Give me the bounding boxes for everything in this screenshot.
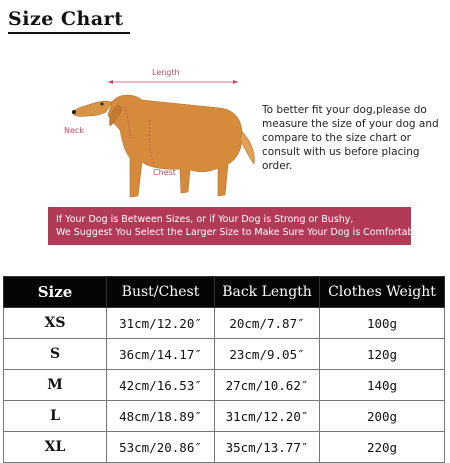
header-size: Size bbox=[4, 277, 107, 308]
cell-clothes-weight: 200g bbox=[320, 401, 445, 432]
cell-clothes-weight: 220g bbox=[320, 432, 445, 463]
cell-clothes-weight: 140g bbox=[320, 370, 445, 401]
page-title: Size Chart bbox=[8, 8, 124, 30]
cell-bust-chest: 42cm/16.53″ bbox=[107, 370, 215, 401]
length-label: Length bbox=[152, 68, 180, 77]
chest-label: Chest bbox=[153, 168, 176, 177]
header-clothes-weight: Clothes Weight bbox=[320, 277, 445, 308]
cell-back-length: 20cm/7.87″ bbox=[215, 308, 320, 339]
cell-bust-chest: 48cm/18.89″ bbox=[107, 401, 215, 432]
cell-size: M bbox=[4, 370, 107, 401]
cell-size: XS bbox=[4, 308, 107, 339]
cell-back-length: 35cm/13.77″ bbox=[215, 432, 320, 463]
table-row bbox=[4, 432, 445, 463]
cell-size: S bbox=[4, 339, 107, 370]
table-row bbox=[4, 401, 445, 432]
cell-back-length: 27cm/10.62″ bbox=[215, 370, 320, 401]
cell-back-length: 23cm/9.05″ bbox=[215, 339, 320, 370]
neck-label: Neck bbox=[64, 126, 84, 135]
table-row bbox=[4, 308, 445, 339]
title-underline bbox=[8, 32, 130, 34]
cell-back-length: 31cm/12.20″ bbox=[215, 401, 320, 432]
table-row bbox=[4, 370, 445, 401]
cell-bust-chest: 53cm/20.86″ bbox=[107, 432, 215, 463]
header-back-length: Back Length bbox=[215, 277, 320, 308]
table-header-row bbox=[4, 277, 445, 308]
header-bust-chest: Bust/Chest bbox=[107, 277, 215, 308]
cell-size: XL bbox=[4, 432, 107, 463]
cell-clothes-weight: 100g bbox=[320, 308, 445, 339]
dog-measurement-diagram bbox=[50, 60, 260, 210]
fit-instructions: To better fit your dog,please do measure the size of your dog and compare to the size chart or consult with us before placing order. bbox=[262, 104, 439, 172]
size-advice-banner bbox=[48, 207, 426, 245]
cell-bust-chest: 36cm/14.17″ bbox=[107, 339, 215, 370]
cell-bust-chest: 31cm/12.20″ bbox=[107, 308, 215, 339]
banner-line-1: If Your Dog is Between Sizes, or if Your Dog is Strong or Bushy, bbox=[56, 214, 354, 225]
size-table bbox=[3, 276, 445, 463]
table-row bbox=[4, 339, 445, 370]
cell-clothes-weight: 120g bbox=[320, 339, 445, 370]
dog-illustration bbox=[72, 95, 254, 197]
cell-size: L bbox=[4, 401, 107, 432]
banner-line-2: We Suggest You Select the Larger Size to Make Sure Your Dog is Comfortable. bbox=[56, 227, 426, 238]
